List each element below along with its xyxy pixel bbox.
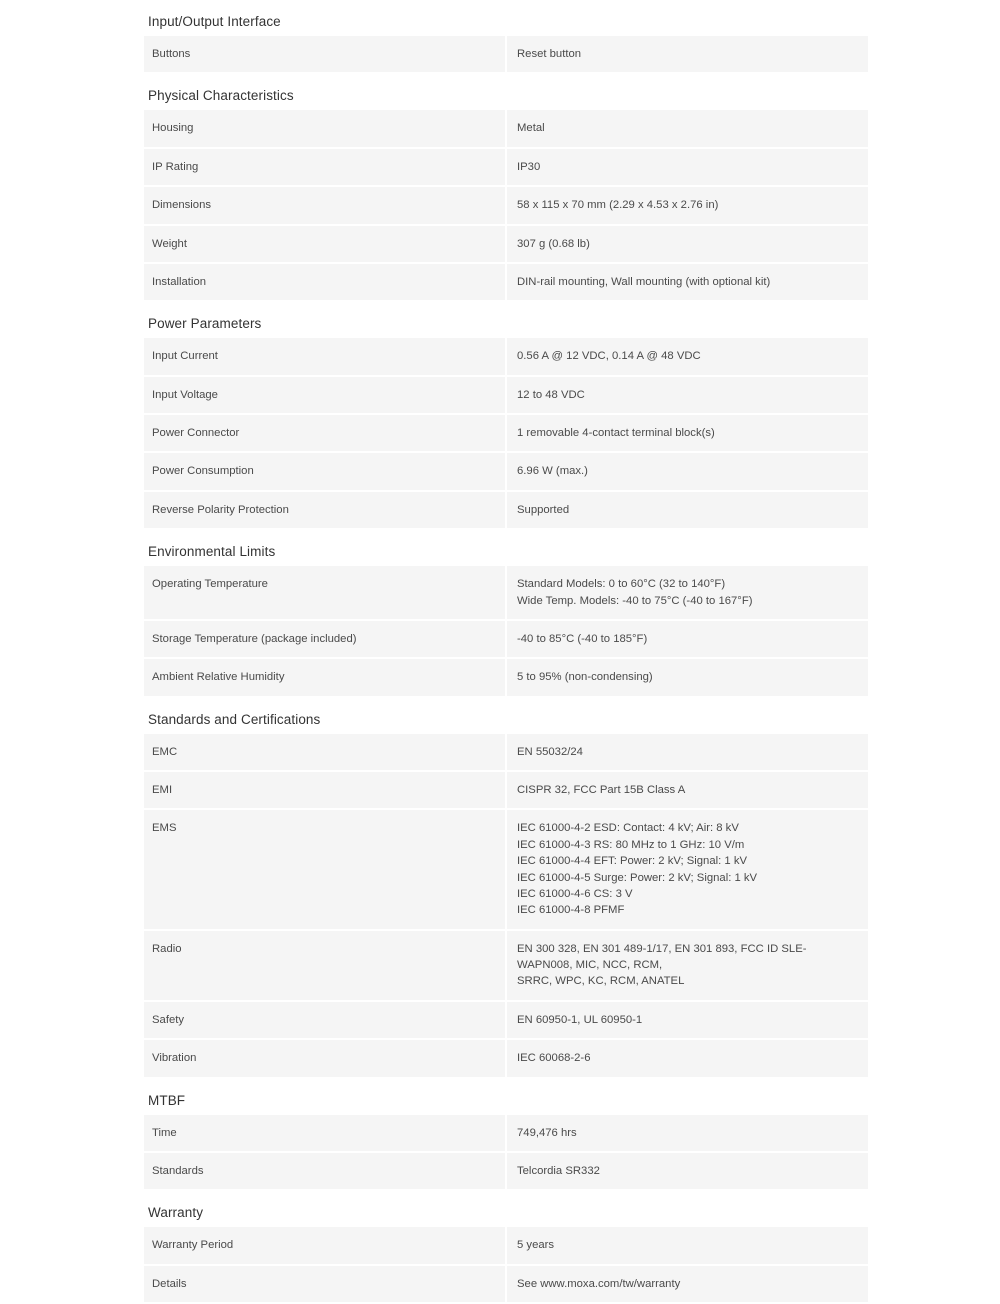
spec-value bbox=[506, 1039, 868, 1077]
spec-label: Storage Temperature (package included) bbox=[144, 620, 506, 658]
spec-value bbox=[506, 414, 868, 452]
spec-value bbox=[506, 658, 868, 696]
table-row bbox=[144, 1265, 868, 1303]
section-header-row bbox=[144, 73, 868, 110]
spec-value bbox=[506, 734, 868, 771]
table-row bbox=[144, 1152, 868, 1190]
spec-value-line: 5 to 95% (non-condensing) bbox=[517, 671, 653, 684]
table-row bbox=[144, 338, 868, 375]
table-row bbox=[144, 734, 868, 771]
table-row bbox=[144, 452, 868, 490]
spec-value bbox=[506, 809, 868, 929]
spec-label: Safety bbox=[144, 1001, 506, 1039]
spec-label: Warranty Period bbox=[144, 1227, 506, 1264]
spec-value bbox=[506, 620, 868, 658]
spec-value bbox=[506, 338, 868, 375]
spec-label: Weight bbox=[144, 225, 506, 263]
spec-value-line: IP30 bbox=[517, 160, 541, 173]
section-title: Power Parameters bbox=[144, 301, 868, 338]
spec-label: Time bbox=[144, 1115, 506, 1152]
section-header-row bbox=[144, 529, 868, 566]
spec-value-line: EN 60950-1, UL 60950-1 bbox=[517, 1013, 643, 1026]
section-title: Physical Characteristics bbox=[144, 73, 868, 110]
spec-value-line: EN 300 328, EN 301 489-1/17, EN 301 893, FCC ID SLE-WAPN008, MIC, NCC, RCM, bbox=[517, 942, 807, 971]
spec-value-line: IEC 61000-4-4 EFT: Power: 2 kV; Signal: 1 kV bbox=[517, 855, 748, 868]
spec-label: EMC bbox=[144, 734, 506, 771]
table-row bbox=[144, 930, 868, 1001]
spec-value-line: DIN-rail mounting, Wall mounting (with optional kit) bbox=[517, 275, 771, 288]
table-row bbox=[144, 491, 868, 529]
table-row bbox=[144, 36, 868, 73]
section-header-row bbox=[144, 1190, 868, 1227]
spec-label: Power Consumption bbox=[144, 452, 506, 490]
section-title: Environmental Limits bbox=[144, 529, 868, 566]
table-row bbox=[144, 225, 868, 263]
spec-value bbox=[506, 376, 868, 414]
spec-value-line: IEC 61000-4-8 PFMF bbox=[517, 904, 625, 917]
spec-value bbox=[506, 491, 868, 529]
spec-value bbox=[506, 110, 868, 147]
spec-label: Dimensions bbox=[144, 186, 506, 224]
table-row bbox=[144, 186, 868, 224]
section-title: MTBF bbox=[144, 1078, 868, 1115]
spec-label: EMI bbox=[144, 771, 506, 809]
spec-value bbox=[506, 930, 868, 1001]
section-title: Warranty bbox=[144, 1190, 868, 1227]
spec-value bbox=[506, 1152, 868, 1190]
spec-value-line: 58 x 115 x 70 mm (2.29 x 4.53 x 2.76 in) bbox=[517, 199, 719, 212]
spec-value bbox=[506, 1115, 868, 1152]
section-title: Input/Output Interface bbox=[144, 0, 868, 36]
spec-label: Ambient Relative Humidity bbox=[144, 658, 506, 696]
table-row bbox=[144, 809, 868, 929]
spec-value-line: 0.56 A @ 12 VDC, 0.14 A @ 48 VDC bbox=[517, 350, 701, 363]
spec-value bbox=[506, 566, 868, 620]
spec-value-line: 1 removable 4-contact terminal block(s) bbox=[517, 427, 715, 439]
spec-value-line: 6.96 W (max.) bbox=[517, 465, 588, 478]
section-header-row bbox=[144, 301, 868, 338]
spec-label: Housing bbox=[144, 110, 506, 147]
spec-value-line: IEC 61000-4-5 Surge: Power: 2 kV; Signal: 1 kV bbox=[517, 871, 758, 884]
spec-label: Standards bbox=[144, 1152, 506, 1190]
spec-value-line: 5 years bbox=[517, 1239, 555, 1252]
section-header-row bbox=[144, 1078, 868, 1115]
spec-label: Details bbox=[144, 1265, 506, 1303]
spec-label: EMS bbox=[144, 809, 506, 929]
spec-value-line: Telcordia SR332 bbox=[517, 1164, 600, 1177]
spec-value-line: Metal bbox=[517, 122, 545, 135]
spec-label: Radio bbox=[144, 930, 506, 1001]
spec-value bbox=[506, 1001, 868, 1039]
table-row bbox=[144, 148, 868, 186]
spec-value bbox=[506, 225, 868, 263]
spec-value-line: EN 55032/24 bbox=[517, 745, 583, 758]
spec-value-line: IEC 61000-4-2 ESD: Contact: 4 kV; Air: 8 kV bbox=[517, 822, 739, 835]
spec-value-line: Standard Models: 0 to 60°C (32 to 140°F) bbox=[517, 578, 726, 591]
table-row bbox=[144, 376, 868, 414]
spec-value bbox=[506, 36, 868, 73]
spec-value-line: SRRC, WPC, KC, RCM, ANATEL bbox=[517, 975, 685, 988]
specifications-table bbox=[144, 0, 868, 1304]
table-row bbox=[144, 771, 868, 809]
table-row bbox=[144, 566, 868, 620]
spec-value-line: Supported bbox=[517, 503, 570, 516]
table-row bbox=[144, 263, 868, 301]
spec-value-line: IEC 60068-2-6 bbox=[517, 1052, 591, 1065]
spec-label: Reverse Polarity Protection bbox=[144, 491, 506, 529]
spec-label: Power Connector bbox=[144, 414, 506, 452]
spec-value bbox=[506, 186, 868, 224]
section-header-row bbox=[144, 0, 868, 36]
spec-value-line: CISPR 32, FCC Part 15B Class A bbox=[517, 784, 686, 796]
spec-value-line: 12 to 48 VDC bbox=[517, 388, 585, 401]
section-title: Standards and Certifications bbox=[144, 697, 868, 734]
spec-value-line: Reset button bbox=[517, 48, 582, 60]
spec-label: Buttons bbox=[144, 36, 506, 73]
spec-value-line: 307 g (0.68 lb) bbox=[517, 237, 590, 250]
spec-value-line: IEC 61000-4-6 CS: 3 V bbox=[517, 887, 633, 900]
spec-label: Operating Temperature bbox=[144, 566, 506, 620]
table-row bbox=[144, 1227, 868, 1264]
table-row bbox=[144, 620, 868, 658]
spec-value bbox=[506, 1265, 868, 1303]
spec-label: Input Voltage bbox=[144, 376, 506, 414]
section-header-row bbox=[144, 697, 868, 734]
spec-value bbox=[506, 148, 868, 186]
spec-label: Installation bbox=[144, 263, 506, 301]
table-row bbox=[144, 1115, 868, 1152]
spec-value bbox=[506, 263, 868, 301]
table-row bbox=[144, 1001, 868, 1039]
spec-value-line: -40 to 85°C (-40 to 185°F) bbox=[517, 632, 648, 645]
table-row bbox=[144, 110, 868, 147]
spec-value-line: Wide Temp. Models: -40 to 75°C (-40 to 167°F) bbox=[517, 594, 753, 607]
spec-value-line: 749,476 hrs bbox=[517, 1126, 577, 1139]
spec-value-line: IEC 61000-4-3 RS: 80 MHz to 1 GHz: 10 V/m bbox=[517, 838, 745, 851]
spec-value bbox=[506, 771, 868, 809]
spec-label: Vibration bbox=[144, 1039, 506, 1077]
table-row bbox=[144, 658, 868, 696]
spec-value bbox=[506, 1227, 868, 1264]
spec-value-line: See www.moxa.com/tw/warranty bbox=[517, 1277, 681, 1290]
table-row bbox=[144, 414, 868, 452]
spec-value bbox=[506, 452, 868, 490]
table-row bbox=[144, 1039, 868, 1077]
spec-label: IP Rating bbox=[144, 148, 506, 186]
spec-label: Input Current bbox=[144, 338, 506, 375]
